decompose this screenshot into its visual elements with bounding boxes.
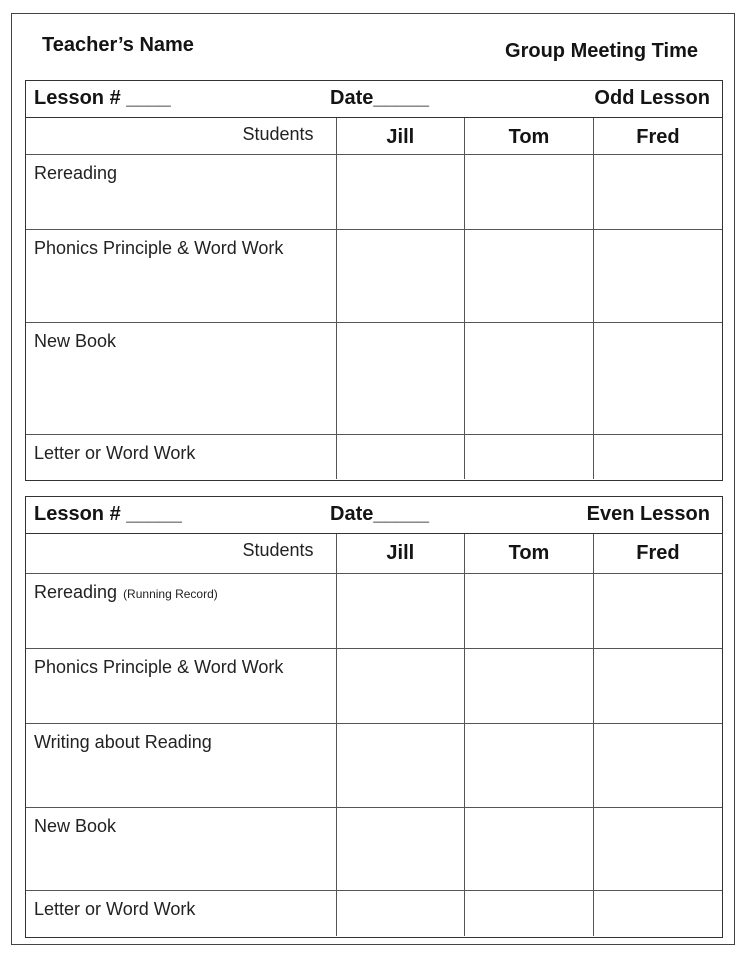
entry-cell[interactable] [465,648,594,723]
group-meeting-time-label: Group Meeting Time [505,40,698,62]
activity-label: Rereading (Running Record) [26,573,336,648]
student-name: Tom [465,534,594,573]
student-name: Jill [336,118,465,154]
entry-cell[interactable] [336,807,465,890]
odd-lesson-section [25,80,723,481]
table-row [26,723,722,807]
students-label: Students [26,118,336,154]
entry-cell[interactable] [465,434,594,479]
section-header [26,81,722,118]
entry-cell[interactable] [593,573,722,648]
activity-note: (Running Record) [123,586,218,601]
table-row [26,322,722,434]
entry-cell[interactable] [593,434,722,479]
entry-cell[interactable] [336,890,465,936]
entry-cell[interactable] [465,723,594,807]
students-label: Students [26,534,336,573]
entry-cell[interactable] [593,154,722,229]
entry-cell[interactable] [593,648,722,723]
table-row [26,573,722,648]
lesson-number-field[interactable]: Lesson # ____ [34,87,171,109]
student-name: Tom [465,118,594,154]
students-header-row [26,118,722,154]
entry-cell[interactable] [336,648,465,723]
table-row [26,434,722,479]
entry-cell[interactable] [336,229,465,322]
activity-label: Letter or Word Work [26,890,336,936]
entry-cell[interactable] [593,723,722,807]
table-row [26,807,722,890]
activity-label: Writing about Reading [26,723,336,807]
entry-cell[interactable] [336,154,465,229]
date-field[interactable]: Date_____ [330,87,429,109]
lesson-kind-label: Even Lesson [586,503,710,525]
activity-label: New Book [26,322,336,434]
entry-cell[interactable] [593,322,722,434]
entry-cell[interactable] [336,723,465,807]
section-header [26,497,722,534]
student-name: Fred [593,534,722,573]
student-name: Fred [593,118,722,154]
students-header-row [26,534,722,573]
activity-label: Phonics Principle & Word Work [26,648,336,723]
entry-cell[interactable] [593,807,722,890]
lesson-number-field[interactable]: Lesson # _____ [34,503,182,525]
lesson-kind-label: Odd Lesson [594,87,710,109]
activity-label: Rereading [26,154,336,229]
entry-cell[interactable] [465,322,594,434]
lesson-grid [26,534,722,936]
entry-cell[interactable] [593,229,722,322]
entry-cell[interactable] [593,890,722,936]
entry-cell[interactable] [465,890,594,936]
entry-cell[interactable] [336,322,465,434]
entry-cell[interactable] [465,573,594,648]
table-row [26,229,722,322]
date-field[interactable]: Date_____ [330,503,429,525]
table-row [26,154,722,229]
activity-label: Letter or Word Work [26,434,336,479]
entry-cell[interactable] [336,573,465,648]
student-name: Jill [336,534,465,573]
activity-label: New Book [26,807,336,890]
activity-label: Phonics Principle & Word Work [26,229,336,322]
lesson-grid [26,118,722,479]
entry-cell[interactable] [336,434,465,479]
table-row [26,648,722,723]
entry-cell[interactable] [465,807,594,890]
teacher-name-label: Teacher’s Name [42,34,194,56]
entry-cell[interactable] [465,154,594,229]
table-row [26,890,722,936]
even-lesson-section [25,496,723,938]
entry-cell[interactable] [465,229,594,322]
